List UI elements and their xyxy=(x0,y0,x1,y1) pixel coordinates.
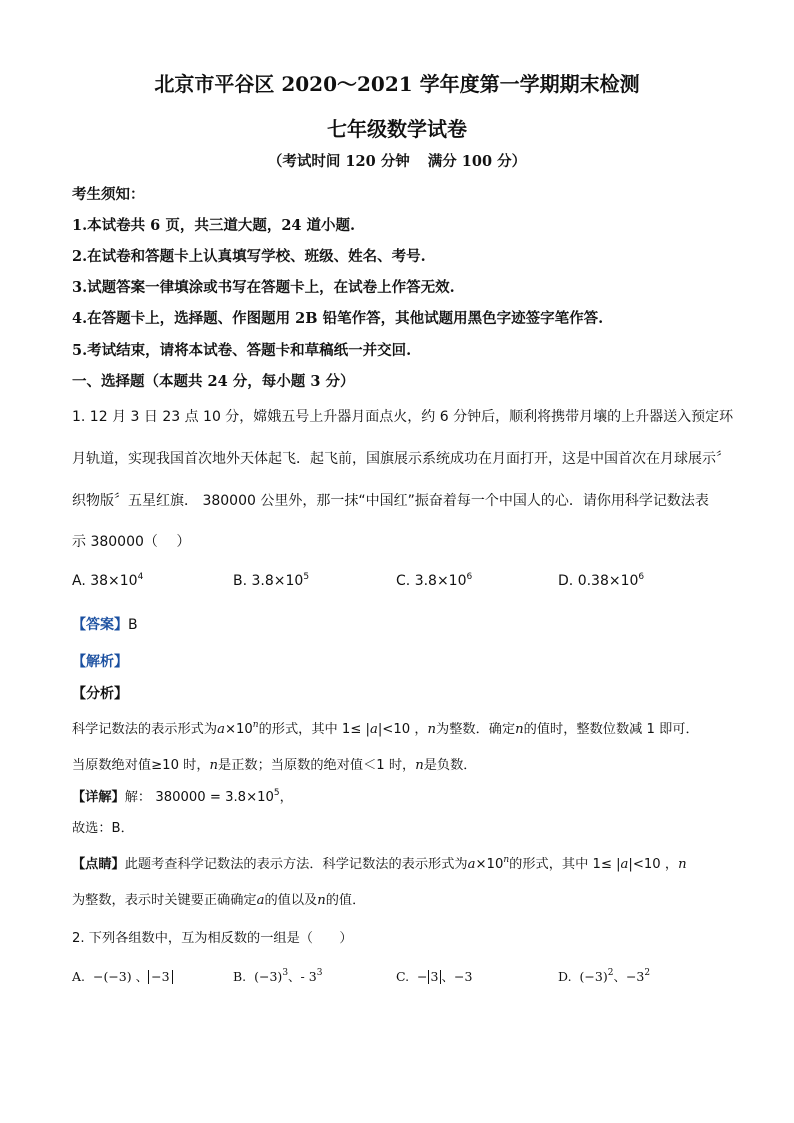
option-c: C. $3.8\times 10^6$ xyxy=(396,572,473,589)
conclusion-line: 故选：B． xyxy=(72,821,134,836)
question-1-line: 1. 12 月 3 日 23 点 10 分，嫦娥五号上升器月面点火，约 6 分钟后，顺利将携带月壤的上升器送入预定环 xyxy=(72,409,734,425)
question-1-line: 月轨道，实现我国首次地外天体起飞．起飞前，国旗展示系统成功在月面打开，这是中国首次在月球展示〞 xyxy=(72,451,730,467)
option-d: D. $0.38\times 10^6$ xyxy=(558,572,645,589)
exam-time: （考试时间 120 分钟 xyxy=(267,153,410,170)
option-a: A. $38\times 10^4$ xyxy=(72,572,144,589)
full-score: 满分 100 分） xyxy=(427,153,527,170)
q2-option-c: C. − 3 、−3 xyxy=(396,969,473,984)
comment-line-1: 【点睛】此题考查科学记数法的表示方法．科学记数法的表示形式为$a\times 10^n$的形式，其中 1≤ |a|<10 ，n xyxy=(72,855,687,872)
fenxi-tag: 【分析】 xyxy=(72,686,128,702)
q2-option-a: A. −(−3) 、 −3 xyxy=(72,967,173,985)
q2-option-d: D. $(-3)^2$、$-3^2$ xyxy=(558,968,651,984)
comment-line-2: 为整数，表示时关键要正确确定a的值以及n的值． xyxy=(72,893,366,908)
notice-item: 4.在答题卡上，选择题、作图题用 2B 铅笔作答，其他试题用黑色字迹签字笔作答. xyxy=(72,310,604,327)
fenxi-line-2: 当原数绝对值≥10 时，n是正数；当原数的绝对值＜1 时，n是负数． xyxy=(72,758,477,773)
question-1-line: 示 380000（ ） xyxy=(72,534,191,550)
answer-value: B xyxy=(128,617,138,633)
exam-time-score xyxy=(0,150,794,171)
question-2-stem: 2. 下列各组数中，互为相反数的一组是（ ） xyxy=(72,931,353,946)
q2-option-b: B. $(-3)^3$、- $3^3$ xyxy=(233,968,323,984)
notice-item: 3.试题答案一律填涂或书写在答题卡上，在试卷上作答无效. xyxy=(72,279,455,296)
option-b: B. $3.8\times 10^5$ xyxy=(233,572,310,589)
answer-tag: 【答案】 xyxy=(72,617,128,633)
notice-item: 1.本试卷共 6 页，共三道大题，24 道小题. xyxy=(72,217,356,234)
detail-tag: 【详解】 xyxy=(72,790,125,805)
answer-line xyxy=(72,614,138,634)
notice-heading: 考生须知： xyxy=(72,186,145,203)
detail-line: 【详解】解： $380000 = 3.8\times 10^5$， xyxy=(72,788,293,805)
question-1-line: 织物版〞五星红旗． 380000 公里外，那一抹“中国红”振奋着每一个中国人的心．请你用科学记数法表 xyxy=(72,493,709,509)
comment-tag: 【点睛】 xyxy=(72,857,125,872)
notice-item: 5.考试结束，请将本试卷、答题卡和草稿纸一并交回. xyxy=(72,342,412,359)
section-heading: 一、选择题（本题共 24 分，每小题 3 分） xyxy=(72,373,355,390)
exam-grade-title: 七年级数学试卷 xyxy=(327,117,467,141)
exam-title: 北京市平谷区 2020～2021 学年度第一学期期末检测 xyxy=(154,72,640,96)
analysis-tag: 【解析】 xyxy=(72,654,128,670)
notice-item: 2.在试卷和答题卡上认真填写学校、班级、姓名、考号. xyxy=(72,248,426,265)
fenxi-line-1: 科学记数法的表示形式为$a\times 10^n$的形式，其中 1≤ |a|<10 ，n为整数．确定n的值时，整数位数减 1 即可． xyxy=(72,720,699,737)
